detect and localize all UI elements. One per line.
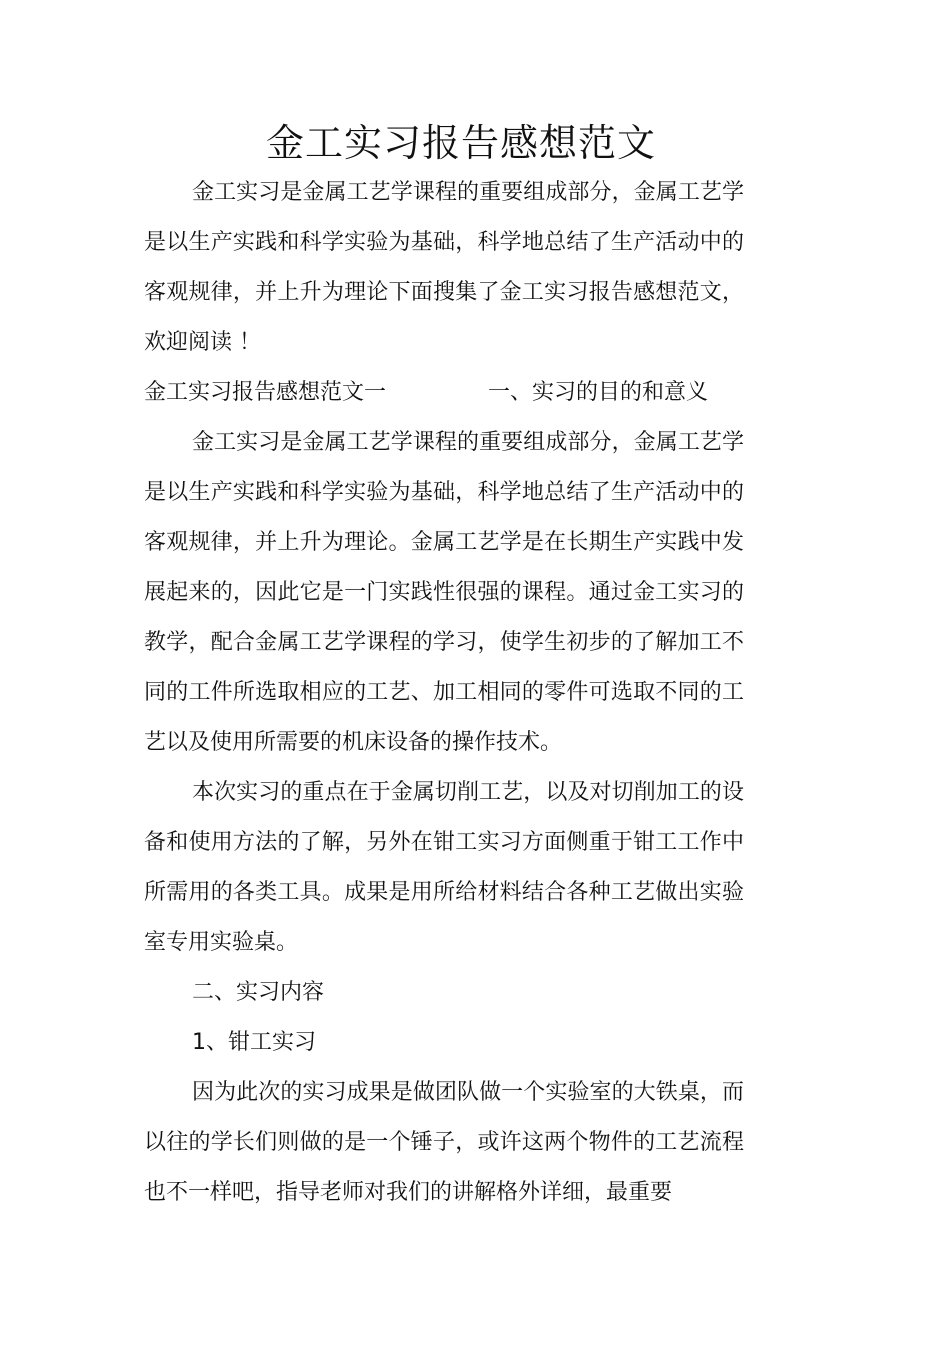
section-title: 金工实习报告感想范文一 bbox=[144, 380, 387, 405]
body-paragraph-1: 金工实习是金属工艺学课程的重要组成部分，金属工艺学是以生产实践和科学实验为基础，科学地总结了生产活动中的客观规律，并上升为理论。金属工艺学是在长期生产实践中发展起来的，因此它是一门实践性很强的课程。通过金工实习的教学，配合金属工艺学课程的学习，使学生初步的了解加工不同的工件所选取相应的工艺、加工相同的零件可选取不同的工艺以及使用所需要的机床设备的操作技术。 bbox=[144, 430, 744, 755]
heading-2-1-number: 1 bbox=[192, 1030, 206, 1055]
section-heading: 一、实习的目的和意义 bbox=[488, 380, 709, 405]
heading-2: 二、实习内容 bbox=[192, 980, 325, 1005]
body-paragraph-2: 本次实习的重点在于金属切削工艺，以及对切削加工的设备和使用方法的了解，另外在钳工实习方面侧重于钳工工作中所需用的各类工具。成果是用所给材料结合各种工艺做出实验室专用实验桌。 bbox=[144, 780, 744, 955]
section-heading-line bbox=[144, 368, 744, 418]
intro-paragraph: 金工实习是金属工艺学课程的重要组成部分，金属工艺学是以生产实践和科学实验为基础，科学地总结了生产活动中的客观规律，并上升为理论下面搜集了金工实习报告感想范文，欢迎阅读 ！ bbox=[144, 180, 744, 355]
heading-2-1 bbox=[144, 1018, 744, 1068]
document-body bbox=[144, 168, 744, 1218]
heading-spacer bbox=[386, 368, 488, 418]
body-paragraph-3: 因为此次的实习成果是做团队做一个实验室的大铁桌，而以往的学长们则做的是一个锤子，或许这两个物件的工艺流程也不一样吧，指导老师对我们的讲解格外详细，最重要 bbox=[144, 1080, 744, 1205]
heading-2-1-text: 、钳工实习 bbox=[206, 1030, 317, 1055]
document-title: 金工实习报告感想范文 bbox=[265, 121, 656, 165]
